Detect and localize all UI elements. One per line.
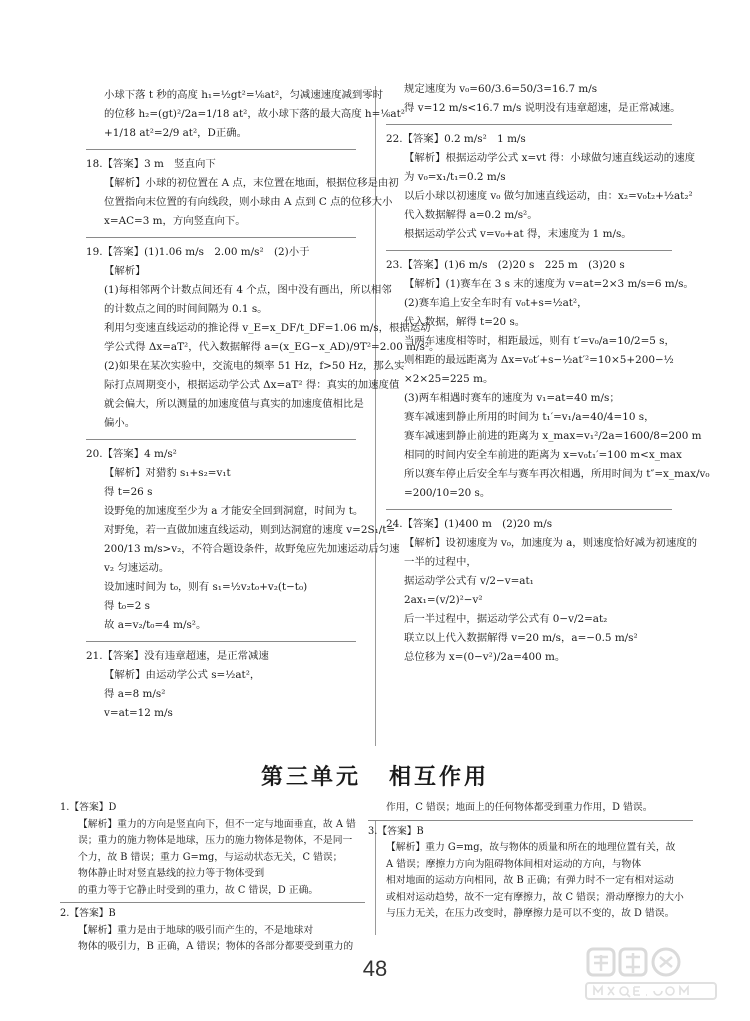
text-line: 20.【答案】4 m/s² xyxy=(86,448,177,460)
answer-18 xyxy=(86,155,399,231)
text-line: 利用匀变速直线运动的推论得 v_E=x_DF/t_DF=1.06 m/s，根据运动 xyxy=(104,322,431,334)
answer-20 xyxy=(86,445,400,635)
text-line: v=at=12 m/s xyxy=(104,707,173,719)
text-line: 就会偏大，所以测量的加速度值与真实的加速度值相比是 xyxy=(104,398,364,410)
text-line: v₂ 匀速运动。 xyxy=(104,562,170,574)
text-line: 相对地面的运动方向相同，故 B 正确；有弹力时不一定有相对运动 xyxy=(386,875,674,886)
text-line: 物体静止时对竖直悬线的拉力等于物体受到 xyxy=(78,868,265,879)
text-line: 学公式得 Δx=aT²，代入数据解得 a=(x_EG−x_AD)/9T²=2.00 m/s²。 xyxy=(104,341,440,353)
watermark-logo-icon xyxy=(580,943,730,1003)
text-line: 据运动学公式有 v/2−v=at₁ xyxy=(404,575,534,587)
text-line: 或相对运动趋势，故不一定有摩擦力，故 C 错误；滑动摩擦力的大小 xyxy=(386,891,684,903)
text-line: 对野兔，若一直做加速直线运动，则到达洞窟的速度 v=2S₁/t= xyxy=(104,524,396,536)
answer-23 xyxy=(386,256,710,503)
text-line: 200/13 m/s>v₂，不符合题设条件，故野兔应先加速运动后匀速 xyxy=(104,543,400,555)
divider xyxy=(386,509,672,510)
divider xyxy=(386,124,672,125)
right-top-block xyxy=(386,80,681,118)
watermark-logo xyxy=(580,943,730,1003)
text-line: 【解析】重力的方向是竖直向下，但不一定与地面垂直，故 A 错 xyxy=(78,818,356,830)
text-line: 联立以上代入数据解得 v=20 m/s，a=−0.5 m/s² xyxy=(404,632,638,644)
text-line: 位置指向末位置的有向线段，则小球由 A 点到 C 点的位移大小 xyxy=(104,196,393,208)
text-line: 【解析】重力 G=mg，故与物体的质量和所在的地理位置有关，故 xyxy=(386,842,676,853)
text-line: =200/10=20 s。 xyxy=(404,487,491,499)
text-line: 21.【答案】没有违章超速，是正常减速 xyxy=(86,650,269,662)
answer-22 xyxy=(386,130,695,244)
text-line: 当两车速度相等时，相距最远，则有 t′=v₀/a=10/2=5 s， xyxy=(404,335,675,347)
text-line: 3.【答案】B xyxy=(368,825,424,837)
divider xyxy=(86,149,356,150)
text-line: 误；重力的施力物体是地球，压力的施力物体是物体，不是同一 xyxy=(78,835,353,846)
text-line: 相同的时间内安全车前进的距离为 x=v₀t₁′=100 m<x_max xyxy=(404,449,682,461)
text-line: 赛车减速到静止所用的时间为 t₁′=v₁/a=40/4=10 s， xyxy=(404,411,655,423)
unit-title-number: 第三单元 xyxy=(260,765,361,790)
text-line: 与压力无关，在压力改变时，静摩擦力是可以不变的，故 D 错误。 xyxy=(386,908,675,919)
text-line: 作用，C 错误；地面上的任何物体都受到重力作用，D 错误。 xyxy=(386,802,653,813)
text-line: 【解析】重力是由于地球的吸引而产生的，不是地球对 xyxy=(78,924,314,936)
text-line: 【解析】小球的初位置在 A 点，末位置在地面，根据位移是由初 xyxy=(104,177,399,189)
text-line: 代入数据解得 a=0.2 m/s²。 xyxy=(404,209,538,221)
text-line: ×2×25=225 m。 xyxy=(404,373,494,385)
text-line: 的重力等于它静止时受到的重力，故 C 错误，D 正确。 xyxy=(78,884,319,896)
answer-b2 xyxy=(60,906,365,956)
text-line: 2ax₁=(v/2)²−v² xyxy=(404,594,483,606)
divider xyxy=(86,641,356,642)
text-line: x=AC=3 m，方向竖直向下。 xyxy=(104,215,246,227)
answer-24 xyxy=(386,515,697,667)
text-line: 24.【答案】(1)400 m (2)20 m/s xyxy=(386,518,553,530)
answer-b3 xyxy=(368,824,693,923)
text-line: (1)每相邻两个计数点间还有 4 个点，图中没有画出，所以相邻 xyxy=(104,284,392,296)
lower-right-top xyxy=(368,800,693,817)
text-line: 19.【答案】(1)1.06 m/s 2.00 m/s² (2)小于 xyxy=(86,246,310,258)
text-line: 18.【答案】3 m 竖直向下 xyxy=(86,158,216,170)
text-line: (3)两车相遇时赛车的速度为 v₁=at=40 m/s； xyxy=(404,392,620,404)
page-number: 48 xyxy=(362,956,388,981)
divider xyxy=(386,250,672,251)
text-line: 22.【答案】0.2 m/s² 1 m/s xyxy=(386,133,526,145)
lower-right-column xyxy=(368,800,693,923)
text-line: 【解析】 xyxy=(104,265,146,277)
text-line: 以后小球以初速度 v₀ 做匀加速直线运动，由：x₂=v₀t₂+½at₂² xyxy=(404,190,693,202)
text-line: 【解析】由运动学公式 s=½at²， xyxy=(104,669,261,681)
divider xyxy=(86,237,356,238)
text-line: 得 a=8 m/s² xyxy=(104,688,166,700)
text-line: 【解析】对猎豹 s₁+s₂=v₁t xyxy=(104,467,231,479)
left-top-block xyxy=(86,86,405,143)
text-line: 为 v₀=x₁/t₁=0.2 m/s xyxy=(404,171,506,183)
answer-21 xyxy=(86,647,356,723)
text-line: A 错误；摩擦力方向为阻碍物体间相对运动的方向，与物体 xyxy=(386,858,642,870)
text-line: 总位移为 x=(0−v²)/2a=400 m。 xyxy=(404,651,566,663)
text-line: 1.【答案】D xyxy=(60,802,117,813)
text-line: 【解析】设初速度为 v₀，加速度为 a，则速度恰好减为初速度的 xyxy=(404,537,697,549)
text-line: (2)赛车追上安全车时有 v₀t+s=½at²， xyxy=(404,297,588,309)
text-line: 则相距的最远距离为 Δx=v₀t′+s−½at′²=10×5+200−½ xyxy=(404,354,674,366)
text-line: 后一半过程中，据运动学公式有 0−v/2=at₂ xyxy=(404,613,608,625)
right-column xyxy=(386,80,710,667)
text-line: (2)如果在某次实验中，交流电的频率 51 Hz，f>50 Hz，那么实 xyxy=(104,360,405,372)
text-line: 2.【答案】B xyxy=(60,908,116,919)
text-line: 【解析】(1)赛车在 3 s 末的速度为 v=at=2×3 m/s=6 m/s。 xyxy=(404,278,694,290)
unit-title-topic: 相互作用 xyxy=(389,765,490,790)
text-line: 得 t₀=2 s xyxy=(104,600,150,612)
text-line: 得 t=26 s xyxy=(104,486,153,498)
text-line: 的位移 h₂=(gt)²/2a=1/18 at²，故小球下落的最大高度 h=⅙at² xyxy=(104,108,405,120)
answer-b1 xyxy=(60,800,365,899)
text-line: 物体的吸引力，B 正确，A 错误；物体的各部分都要受到重力的 xyxy=(78,941,354,952)
text-line: 得 v=12 m/s<16.7 m/s 说明没有违章超速，是正常减速。 xyxy=(404,102,681,114)
text-line: 一半的过程中， xyxy=(404,556,477,568)
text-line: 【解析】根据运动学公式 x=vt 得：小球做匀速直线运动的速度 xyxy=(404,152,695,164)
text-line: 个力，故 B 错误；重力 G=mg，与运动状态无关，C 错误； xyxy=(78,851,343,863)
text-line: 所以赛车停止后安全车与赛车再次相遇，所用时间为 t″=x_max/v₀ xyxy=(404,468,710,480)
answer-19 xyxy=(86,243,440,433)
text-line: 代入数据，解得 t=20 s。 xyxy=(404,316,526,328)
lower-left-column xyxy=(60,800,365,956)
text-line: 23.【答案】(1)6 m/s (2)20 s 225 m (3)20 s xyxy=(386,259,625,271)
text-line: 赛车减速到静止前进的距离为 x_max=v₁²/2a=1600/8=200 m xyxy=(404,430,702,442)
text-line: 规定速度为 v₀=60/3.6=50/3=16.7 m/s xyxy=(404,83,598,95)
text-line: 设野兔的加速度至少为 a 才能安全回到洞窟，时间为 t。 xyxy=(104,505,364,517)
text-line: 偏小。 xyxy=(104,417,136,429)
text-line: 故 a=v₂/t₀=4 m/s²。 xyxy=(104,619,207,631)
text-line: +1/18 at²=2/9 at²，D正确。 xyxy=(104,127,248,139)
left-column xyxy=(86,86,440,723)
text-line: 小球下落 t 秒的高度 h₁=½gt²=⅙at²，匀减速速度减到零时 xyxy=(104,89,384,101)
divider xyxy=(368,820,693,821)
text-line: 的计数点之间的时间间隔为 0.1 s。 xyxy=(104,303,268,315)
text-line: 根据运动学公式 v=v₀+at 得，末速度为 1 m/s。 xyxy=(404,228,632,240)
divider xyxy=(60,902,365,903)
unit-title xyxy=(0,760,750,791)
text-line: 设加速时间为 t₀，则有 s₁=½v₂t₀+v₂(t−t₀) xyxy=(104,581,308,593)
divider xyxy=(86,439,356,440)
text-line: 际打点周期变小，根据运动学公式 Δx=aT² 得：真实的加速度值 xyxy=(104,379,400,391)
